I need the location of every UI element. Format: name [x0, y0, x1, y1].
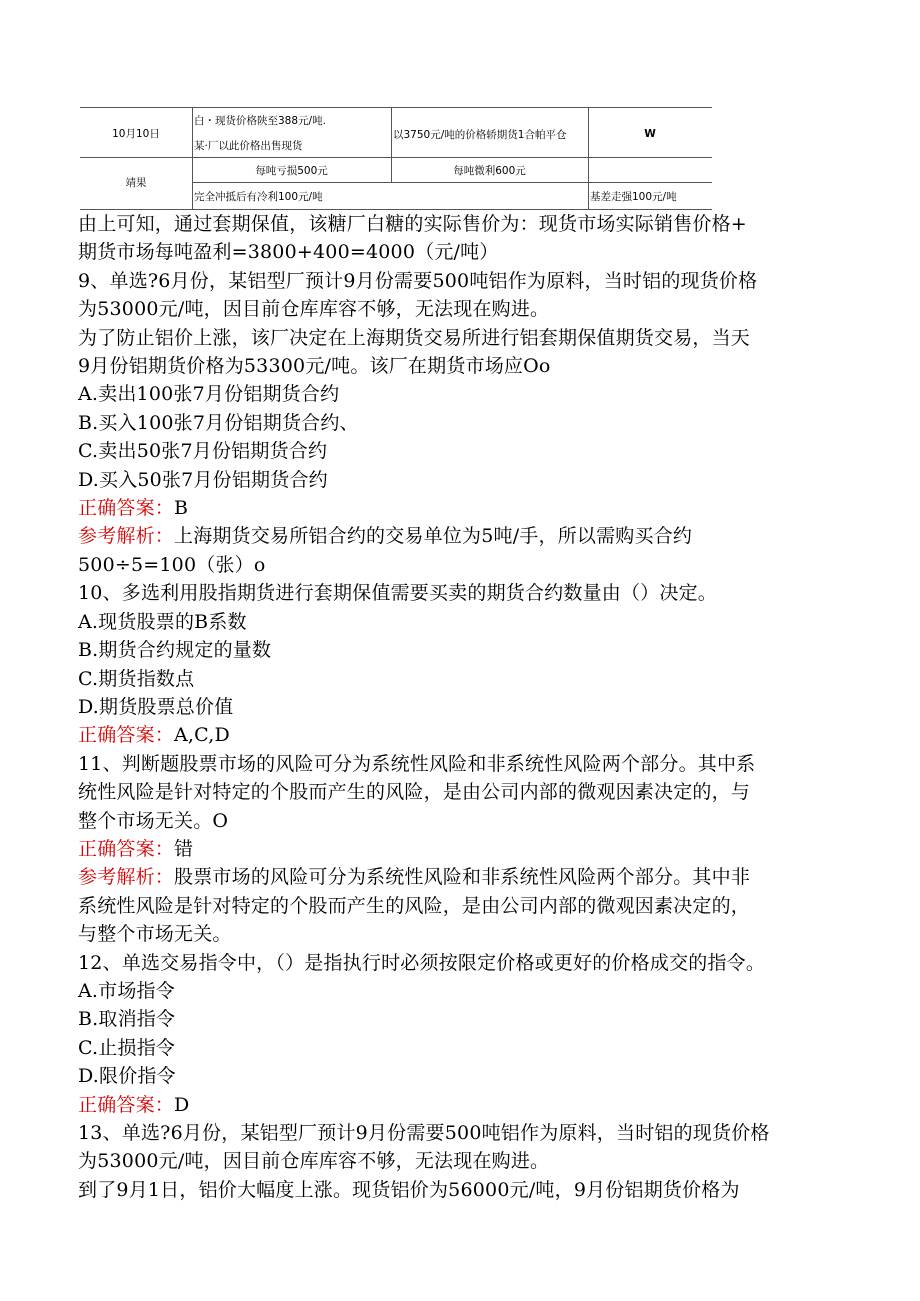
table-cell-result-label: 靖果: [125, 177, 147, 189]
correct-answer-value: D: [174, 1093, 190, 1116]
correct-answer-label: 正确答案：: [78, 497, 175, 520]
text-line: 11、判断题股票市场的风险可分为系统性风险和非系统性风险两个部分。其中系: [78, 752, 756, 775]
question-content: [78, 210, 918, 1204]
correct-answer-value: B: [174, 497, 189, 520]
table-cell-futures: 以3750元/吨的价格轿期货1合帕平仓: [393, 129, 567, 141]
text-line: A.市场指令: [78, 979, 175, 1002]
correct-answer-line: [78, 1091, 918, 1119]
correct-answer-line: [78, 494, 918, 522]
text-line: 10、多选利用股指期货进行套期保值需要买卖的期货合约数量由（）决定。: [78, 582, 717, 605]
analysis-label: 参考解析：: [78, 866, 175, 889]
table-cell-spot-line2: 某·厂以此价格出售现货: [194, 140, 303, 152]
analysis-line: [78, 522, 918, 550]
text-line: 期货市场每吨盈利=3800+400=4000（元/吨）: [78, 241, 499, 264]
text-line: 与整个市场无关。: [78, 923, 232, 946]
text-line: D.限价指令: [78, 1065, 176, 1088]
text-line: B.期货合约规定的量数: [78, 639, 272, 662]
text-line: 整个市场无关。O: [78, 809, 229, 832]
correct-answer-line: [78, 835, 918, 863]
text-line: 到了9月1日，铝价大幅度上涨。现货铝价为56000元/吨，9月份铝期货价格为: [78, 1178, 740, 1201]
table-rule-top: [80, 107, 712, 108]
text-line: A.现货股票的B系数: [78, 610, 247, 633]
correct-answer-label: 正确答案：: [78, 1093, 175, 1116]
text-line: A.卖出100张7月份铝期货合约: [78, 383, 340, 406]
analysis-label: 参考解析：: [78, 525, 175, 548]
text-line: 为53000元/吨，因目前仓库库容不够，无法现在购进。: [78, 1150, 550, 1173]
text-line: 12、单选交易指令中，（）是指执行时必须按限定价格或更好的价格成交的指令。: [78, 951, 766, 974]
text-line: D.期货股票总价值: [78, 695, 234, 718]
correct-answer-value: A,C,D: [174, 724, 230, 747]
table-cell-spot-line1: 白・现货价格陕至388元/吨.: [194, 115, 326, 127]
table-rule-basis: [588, 182, 712, 183]
text-line: C.卖出50张7月份铝期货合约: [78, 440, 328, 463]
correct-answer-label: 正确答案：: [78, 724, 175, 747]
text-line: 13、单选?6月份，某铝型厂预计9月份需要500吨铝作为原料，当时铝的现货价格: [78, 1122, 770, 1144]
table-cell-futures-result: 每吨微利600元: [453, 165, 526, 177]
text-line: 9月份铝期货价格为53300元/吨。该厂在期货市场应Oo: [78, 355, 551, 378]
text-line: B.买入100张7月份铝期货合约、: [78, 411, 359, 434]
table-rule-mid: [80, 157, 712, 158]
text-line: D.买入50张7月份铝期货合约: [78, 468, 328, 491]
table-col-rule-1: [192, 107, 193, 210]
analysis-text: 股票市场的风险可分为系统性风险和非系统性风险两个部分。其中非: [174, 866, 751, 889]
table-cell-combined-result: 完全冲抵后有冷利100元/吨: [194, 191, 323, 203]
analysis-text: 上海期货交易所铝合约的交易单位为5吨/手，所以需购买合约: [174, 525, 693, 548]
text-line: 9、单选?6月份，某铝型厂预计9月份需要500吨铝作为原料，当时铝的现货价格: [78, 269, 758, 292]
table-cell-basis-result: 基差走强100元/吨: [590, 191, 677, 203]
text-line: 为了防止铝价上涨，该厂决定在上海期货交易所进行铝套期保值期货交易，当天: [78, 326, 751, 349]
table-cell-spot-result: 每吨亏损500元: [255, 165, 328, 177]
analysis-line: [78, 863, 918, 891]
text-line: 500÷5=100（张）o: [78, 553, 266, 576]
text-line: B.取消指令: [78, 1008, 176, 1031]
text-line: 由上可知，通过套期保值，该糖厂白糖的实际售价为：现货市场实际销售价格+: [78, 213, 747, 235]
text-line: 为53000元/吨，因目前仓库库容不够，无法现在购进。: [78, 298, 550, 321]
table-cell-basis: W: [644, 128, 656, 140]
table-cell-date: 10月10日: [112, 128, 160, 140]
correct-answer-value: 错: [174, 837, 194, 860]
hedging-result-table: [80, 107, 712, 210]
text-line: 统性风险是针对特定的个股而产生的风险，是由公司内部的微观因素决定的，与: [78, 781, 751, 804]
text-line: 系统性风险是针对特定的个股而产生的风险，是由公司内部的微观因素决定的，: [78, 894, 751, 917]
table-col-rule-3: [588, 107, 589, 210]
correct-answer-label: 正确答案：: [78, 837, 175, 860]
correct-answer-line: [78, 721, 918, 749]
text-line: C.期货指数点: [78, 667, 195, 690]
text-line: C.止损指令: [78, 1036, 176, 1059]
